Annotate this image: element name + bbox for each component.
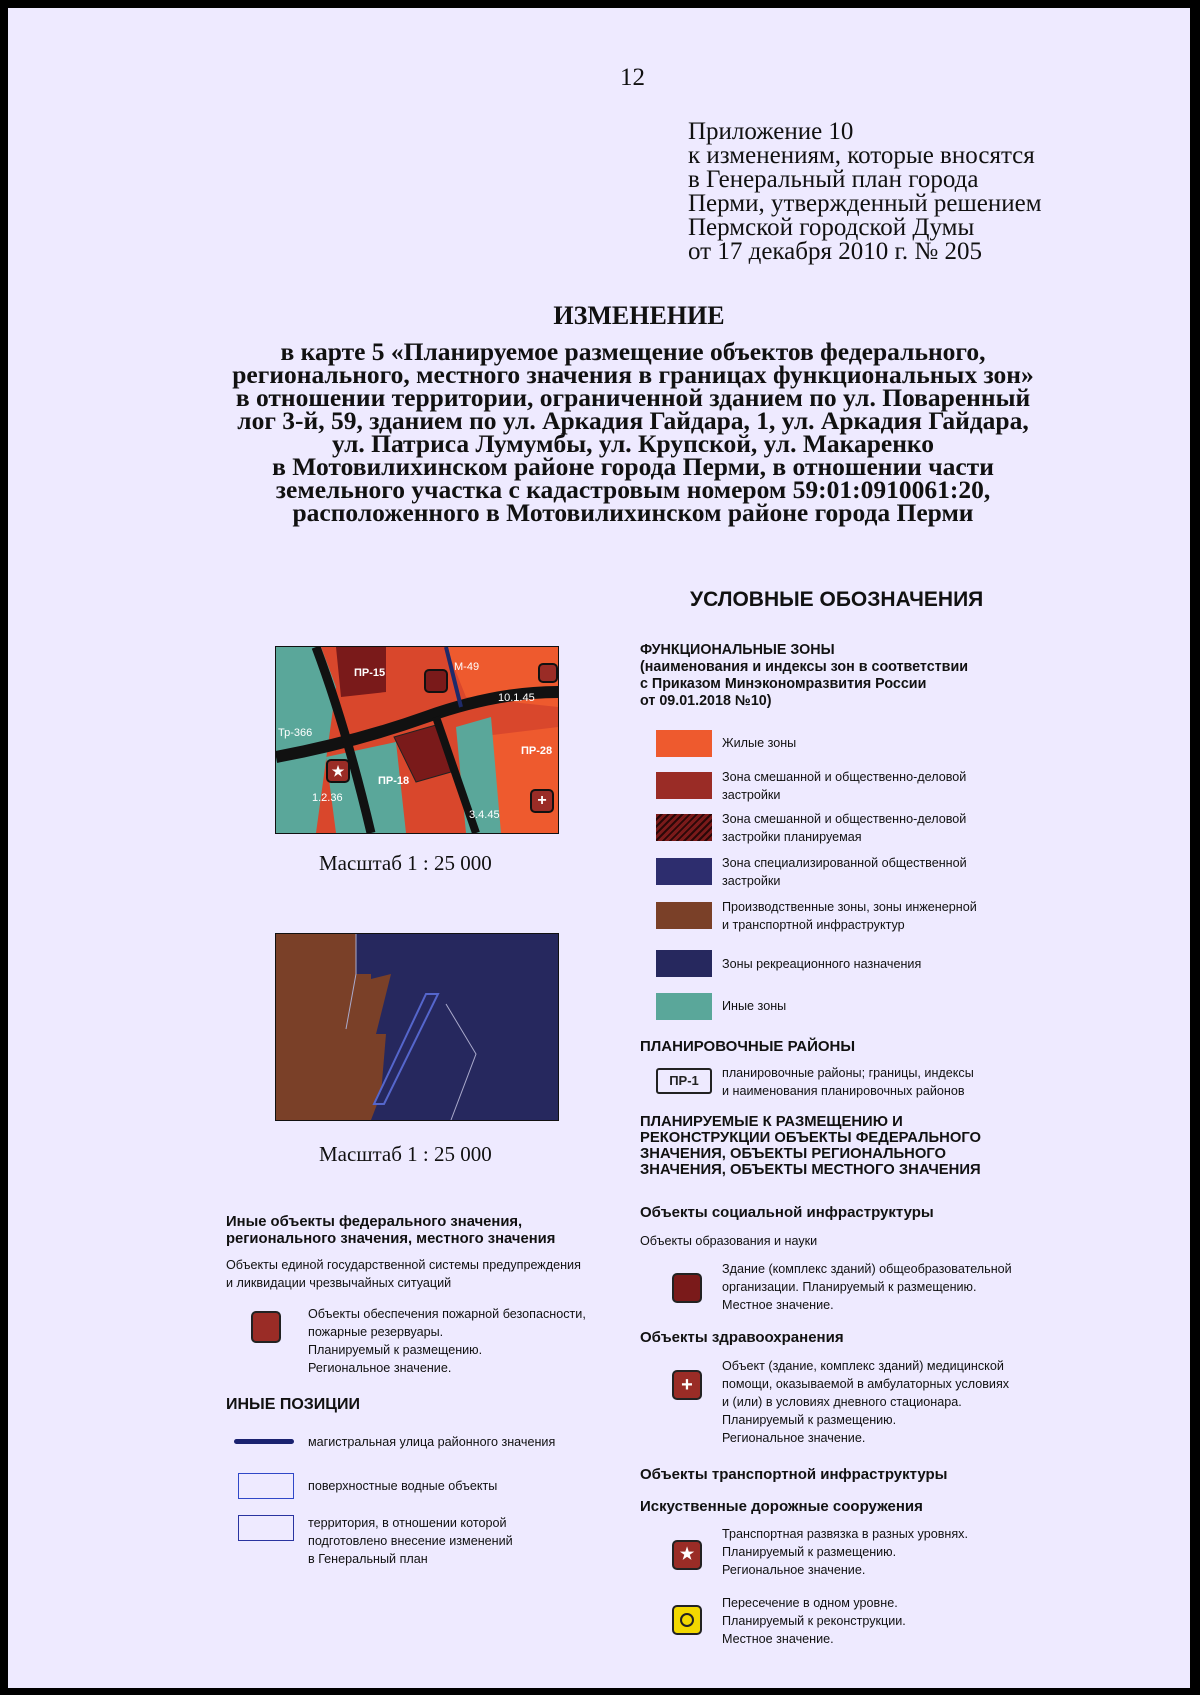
map-label: ПР-18 (378, 775, 410, 787)
social-infra-heading: Объекты социальной инфраструктуры (640, 1204, 934, 1221)
territory-text: территория, в отношении которой подготовлено внесение изменений в Генеральный план (308, 1516, 513, 1566)
document-subtitle: в карте 5 «Планируемое размещение объектов федерального, регионального, местного значения в границах функциональных зон» в отношении территории, ограниченной зданием по ул. Поваренный лог 3-й, 59, зданием по ул. Аркадия Гайдара, 1, ул. Аркадия Гайдара, ул. Патриса Лумумбы, ул. Крупской, ул. Макаренко в Мотовилихинском районе города Перми, в отношении части земельного участка с кадастровым номером 59:01:0910061:20, расположенного в Мотовилихинском районе города Перми (232, 337, 1034, 527)
school-icon (424, 669, 448, 693)
zone-swatch-mixed (656, 772, 712, 799)
map-label: М-49 (454, 661, 480, 673)
road-structures-heading: Искуственные дорожные сооружения (640, 1498, 923, 1515)
zone-swatch-mixed-planned (656, 814, 712, 841)
map-label: 10.1.45 (498, 692, 535, 704)
fire-safety-text: Объекты обеспечения пожарной безопасности, пожарные резервуары. Планируемый к размещению. Региональное значение. (308, 1307, 586, 1375)
fire-safety-icon (251, 1311, 281, 1343)
zone-label: Зона смешанной и общественно-деловой застройки планируемая (722, 812, 967, 844)
planning-districts-heading: ПЛАНИРОВОЧНЫЕ РАЙОНЫ (640, 1038, 856, 1055)
map-scale-1: Масштаб 1 : 25 000 (319, 851, 492, 875)
medical-icon: + (672, 1370, 702, 1400)
zone-label: Жилые зоны (722, 736, 797, 750)
zone-swatch-residential (656, 730, 712, 757)
zone-swatch-recreation (656, 950, 712, 977)
map-scale-2: Масштаб 1 : 25 000 (319, 1142, 492, 1166)
other-positions-heading: ИНЫЕ ПОЗИЦИИ (226, 1396, 360, 1413)
map-label: 1.2.36 (312, 792, 343, 804)
arterial-road-symbol (234, 1439, 294, 1444)
document-page (8, 8, 1190, 1688)
crossing-icon (672, 1605, 702, 1635)
page-number: 12 (620, 64, 645, 91)
zone-change-map (275, 933, 559, 1121)
interchange-text: Транспортная развязка в разных уровнях. Планируемый к размещению. Региональное значение. (722, 1527, 968, 1577)
water-body-symbol (238, 1473, 294, 1499)
planned-objects-heading: ПЛАНИРУЕМЫЕ К РАЗМЕЩЕНИЮ И РЕКОНСТРУКЦИИ ОБЪЕКТЫ ФЕДЕРАЛЬНОГО ЗНАЧЕНИЯ, ОБЪЕКТЫ РЕГИОНАЛЬНОГО ЗНАЧЕНИЯ, ОБЪЕКТЫ МЕСТНОГО ЗНАЧЕНИЯ (640, 1114, 982, 1178)
document-title: ИЗМЕНЕНИЕ (553, 301, 725, 330)
interchange-icon: ★ (326, 759, 350, 783)
zone-label: Иные зоны (722, 999, 787, 1013)
interchange-icon: ★ (672, 1540, 702, 1570)
zone-label: Зона специализированной общественной застройки (722, 856, 967, 888)
education-subheading: Объекты образования и науки (640, 1234, 818, 1248)
hospital-icon: + (530, 789, 554, 813)
school-text: Здание (комплекс зданий) общеобразовательной организации. Планируемый к размещению. Местное значение. (722, 1262, 1012, 1312)
planning-district-text: планировочные районы; границы, индексы и наименования планировочных районов (722, 1066, 974, 1098)
map-label: ПР-15 (354, 667, 386, 679)
territory-symbol (238, 1515, 294, 1541)
map-label: Тр-366 (278, 727, 313, 739)
legend-heading: УСЛОВНЫЕ ОБОЗНАЧЕНИЯ (690, 588, 984, 611)
boundary-line-2 (446, 1004, 476, 1120)
medical-text: Объект (здание, комплекс зданий) медицинской помощи, оказываемой в амбулаторных условиях и (или) в условиях дневного стационара. Планируемый к размещению. Региональное значение. (722, 1359, 1010, 1445)
other-objects-heading: Иные объекты федерального значения, регионального значения, местного значения (226, 1214, 556, 1247)
zone-change-map-svg (276, 934, 558, 1120)
zone-label: Производственные зоны, зоны инженерной и транспортной инфраструктур (722, 900, 977, 932)
zone-label: Зона смешанной и общественно-деловой застройки (722, 770, 967, 802)
planning-district-symbol: ПР-1 (656, 1068, 712, 1094)
water-body-text: поверхностные водные объекты (308, 1479, 498, 1493)
industrial-zone (276, 934, 391, 1120)
appendix-note: Приложение 10 к изменениям, которые вносятся в Генеральный план города Перми, утвержденный решением Пермской городской Думы от 17 декабря 2010 г. № 205 (688, 118, 1042, 265)
zone-swatch-industrial (656, 902, 712, 929)
map-label: ПР-28 (521, 745, 553, 757)
location-map-svg (276, 647, 558, 833)
functional-zones-heading: ФУНКЦИОНАЛЬНЫЕ ЗОНЫ (наименования и индексы зон в соответствии с Приказом Минэкономразвития России от 09.01.2018 №10) (640, 642, 969, 709)
map-label: 3.4.45 (469, 809, 500, 821)
transport-heading: Объекты транспортной инфраструктуры (640, 1466, 948, 1483)
emergency-subheading: Объекты единой государственной системы предупреждения и ликвидации чрезвычайных ситуаций (226, 1258, 581, 1290)
health-heading: Объекты здравоохранения (640, 1329, 844, 1346)
fire-icon (538, 663, 558, 683)
zone-swatch-specialized (656, 858, 712, 885)
location-map (275, 646, 559, 834)
school-icon (672, 1273, 702, 1303)
crossing-text: Пересечение в одном уровне. Планируемый к реконструкции. Местное значение. (722, 1596, 906, 1646)
zone-label: Зоны рекреационного назначения (722, 957, 922, 971)
arterial-road-text: магистральная улица районного значения (308, 1435, 556, 1449)
zone-swatch-other (656, 993, 712, 1020)
